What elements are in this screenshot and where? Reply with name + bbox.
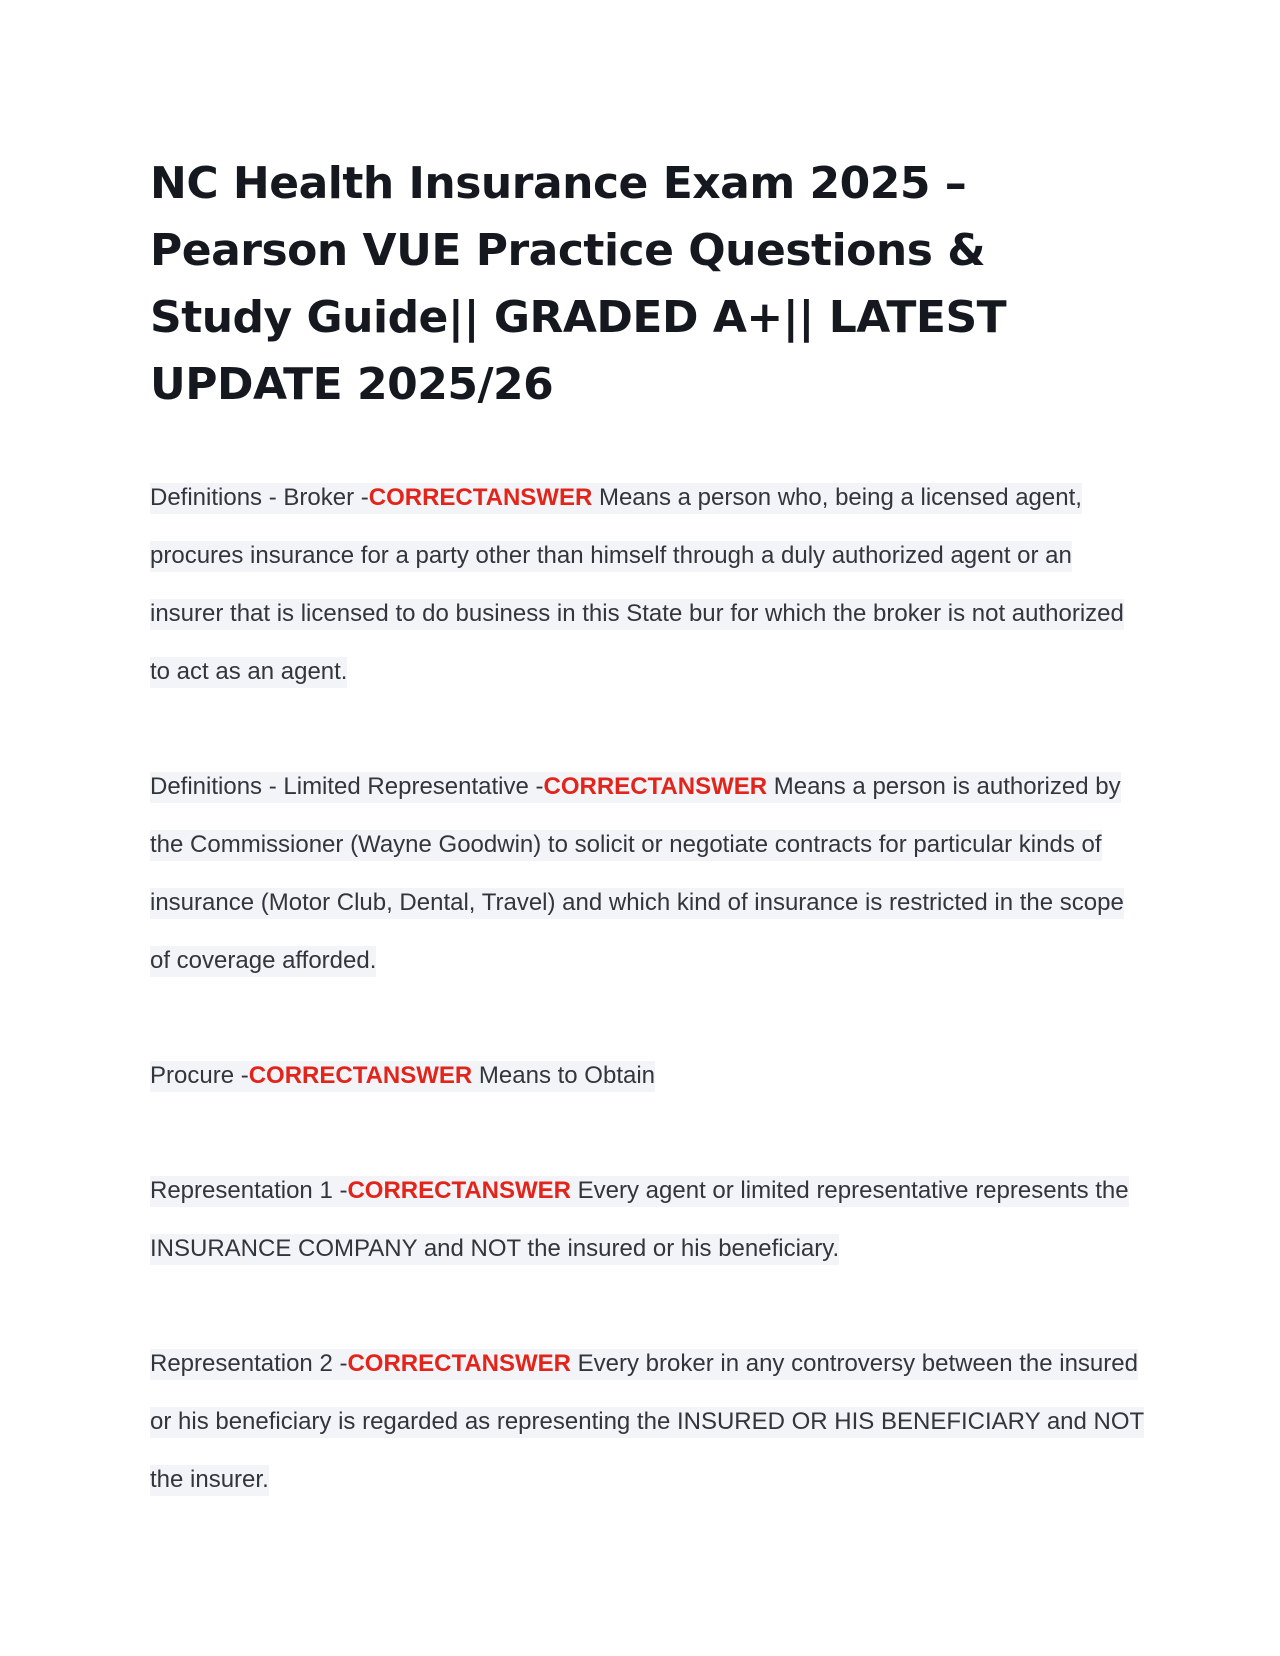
qa-entry-text [150,1176,1129,1265]
qa-definition: Every agent or limited representative represents the INSURANCE COMPANY and NOT the insured or his beneficiary. [150,1177,1129,1262]
qa-term: Representation 2 - [150,1350,348,1377]
qa-term: Definitions - Limited Representative - [150,773,544,800]
correct-answer-tag: CORRECTANSWER [543,773,768,800]
correct-answer-tag: CORRECTANSWER [347,1177,571,1204]
qa-entry-broker [150,469,1150,701]
qa-term: Definitions - Broker - [150,484,369,511]
qa-definition: Means a person is authorized by the Commissioner (Wayne Goodwin) to solicit or negotiate contracts for particular kinds of insurance (Motor Club, Dental, Travel) and which kind of insurance is restricted in the scope of coverage afforded. [150,773,1124,974]
document-title: NC Health Insurance Exam 2025 – Pearson VUE Practice Questions & Study Guide|| GRADED A+|| LATEST UPDATE 2025/26 [150,158,1007,410]
qa-definition: Every broker in any controversy between the insured or his beneficiary is regarded as representing the INSURED OR HIS BENEFICIARY and NOT the insurer. [150,1350,1144,1493]
correct-answer-tag: CORRECTANSWER [347,1350,571,1377]
qa-entry-text [150,483,1124,688]
qa-entry-procure [150,1047,1150,1105]
correct-answer-tag: CORRECTANSWER [248,1062,473,1089]
qa-entry-representation-1 [150,1162,1150,1278]
qa-entry-text [150,1349,1144,1496]
qa-term: Procure - [150,1062,249,1089]
qa-entry-representation-2 [150,1335,1150,1509]
correct-answer-tag: CORRECTANSWER [368,484,593,511]
qa-term: Representation 1 - [150,1177,348,1204]
qa-entry-text [150,1061,655,1092]
qa-list [150,469,1150,1566]
qa-entry-limited-representative [150,758,1150,990]
qa-definition: Means a person who, being a licensed agent, procures insurance for a party other than himself through a duly authorized agent or an insurer that is licensed to do business in this State bur for which the broker is not authorized to act as an agent. [150,484,1124,685]
qa-definition: Means to Obtain [472,1062,656,1089]
qa-entry-text [150,772,1124,977]
